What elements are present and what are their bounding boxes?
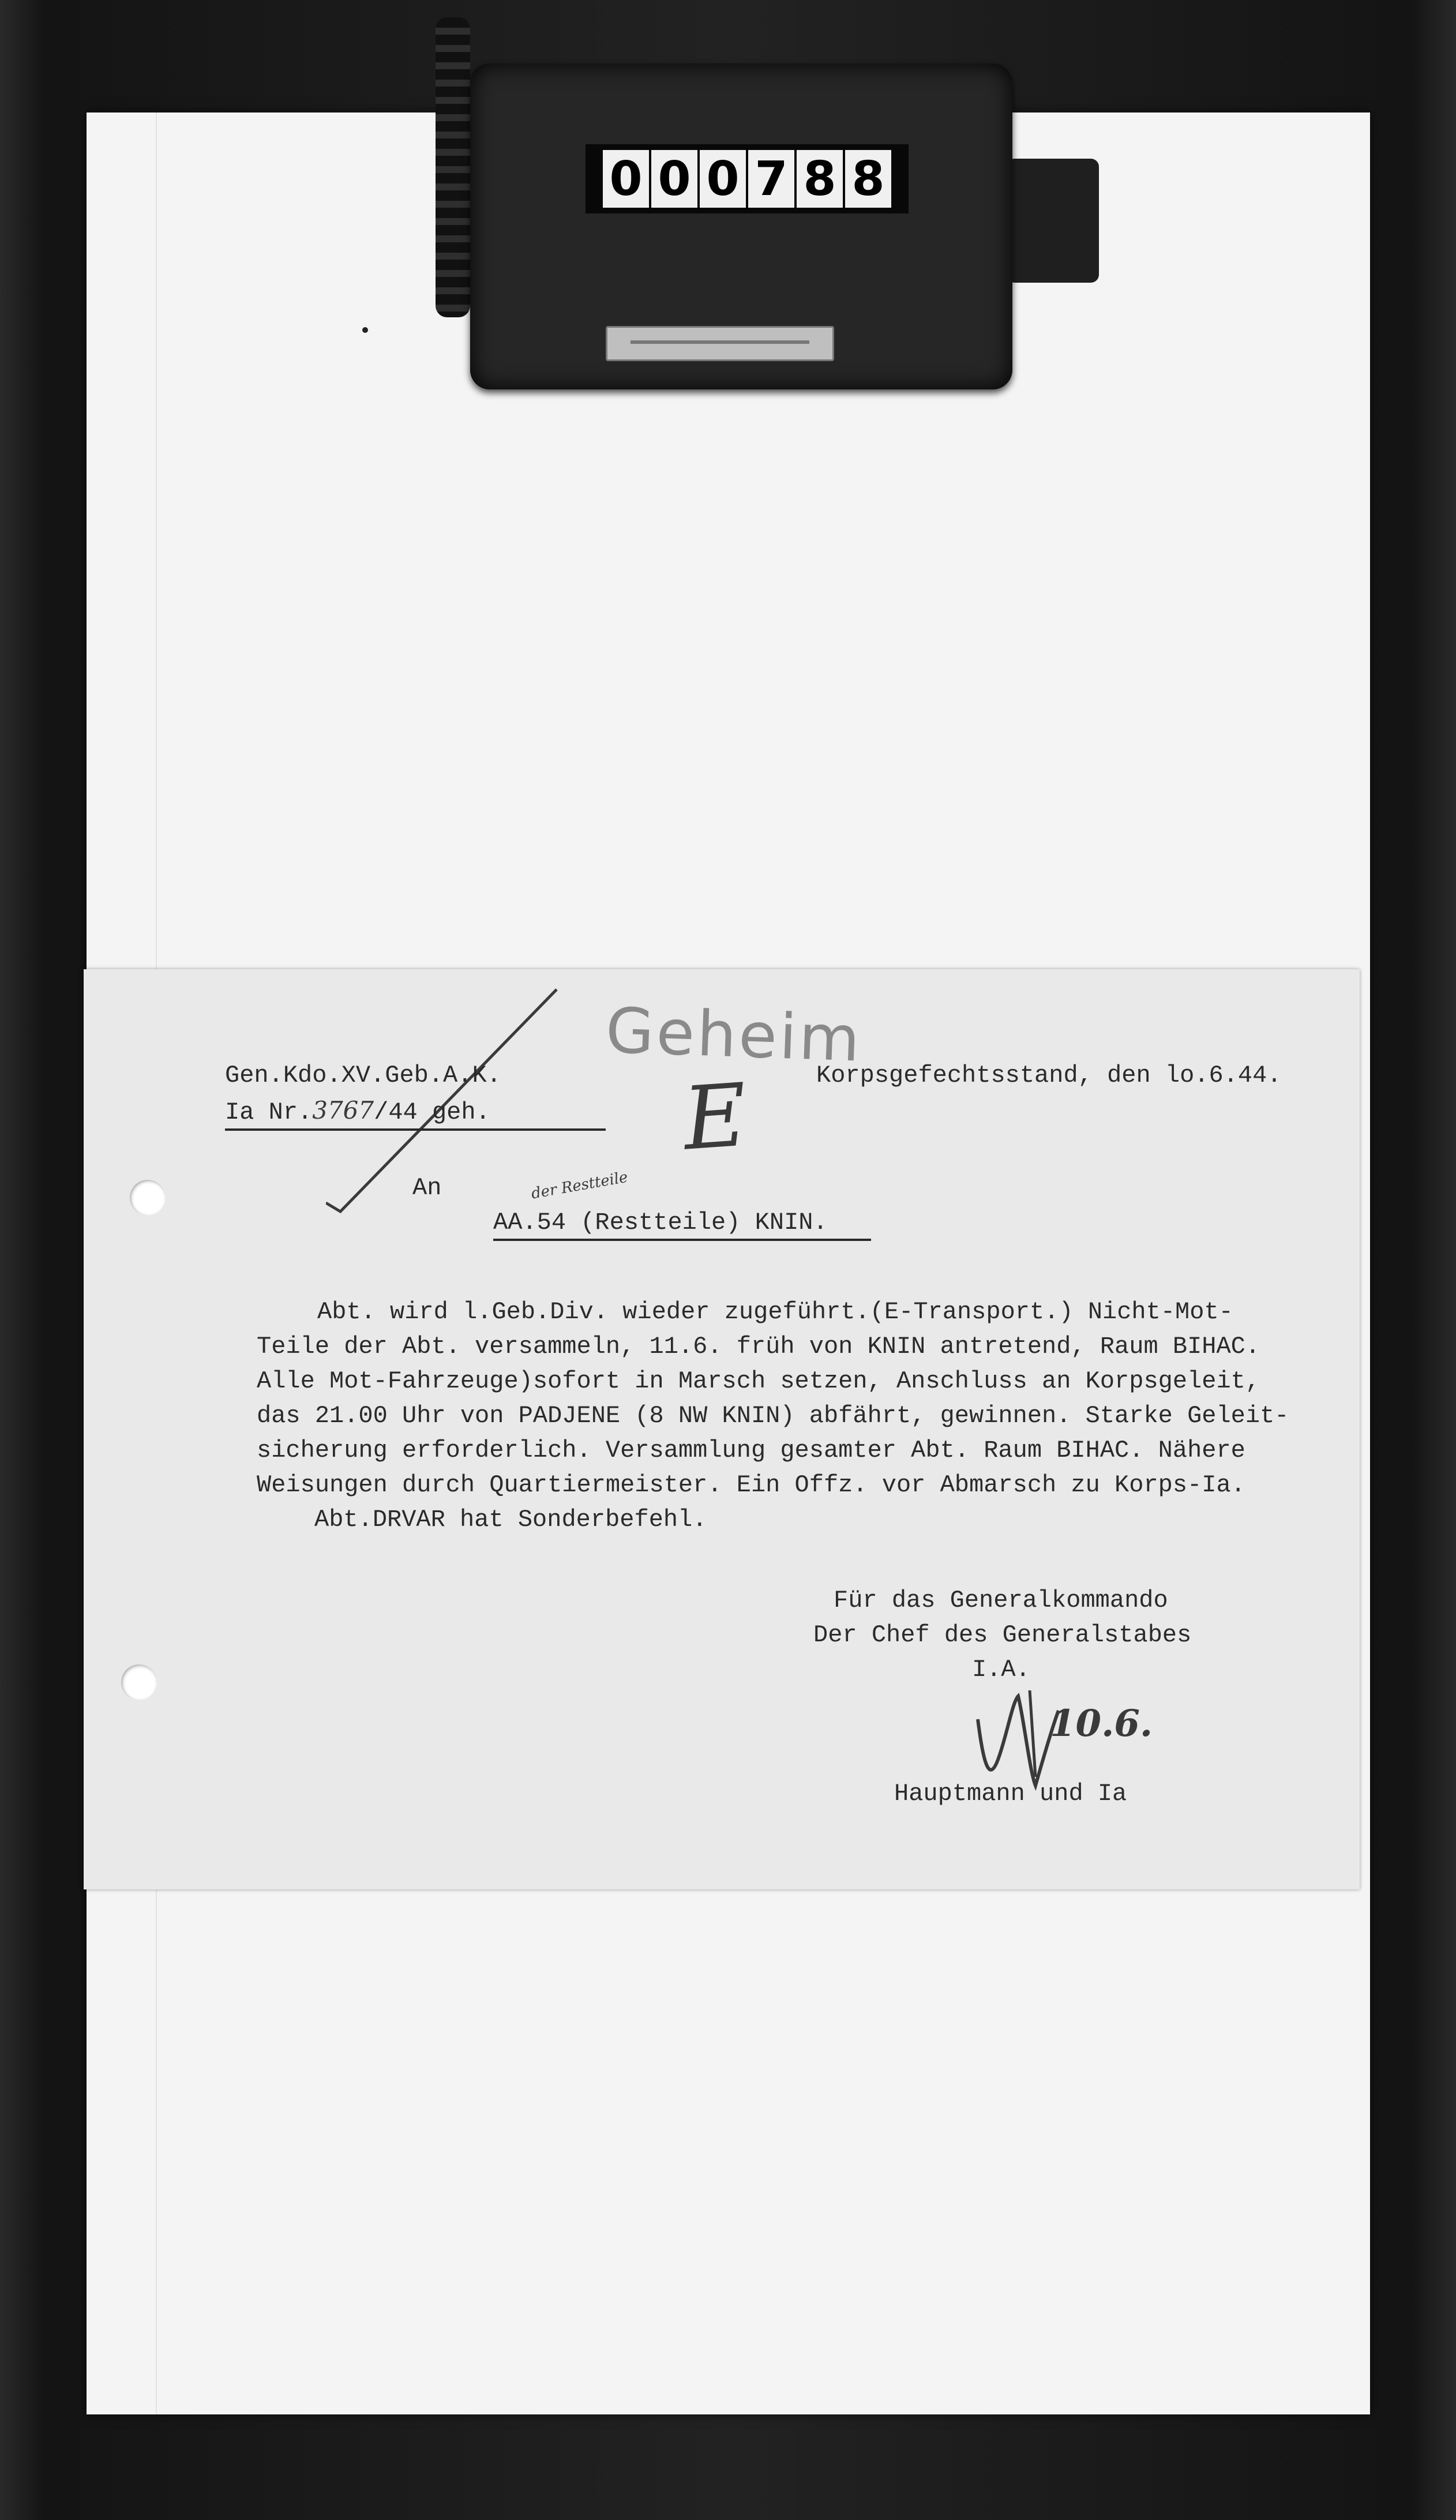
sender-line-2	[225, 1096, 606, 1131]
body-line: das 21.00 Uhr von PADJENE (8 NW KNIN) abfährt, gewinnen. Starke Geleit-	[257, 1402, 1289, 1430]
counter-digit: 8	[797, 150, 843, 208]
reference-number-handwritten: 3767	[312, 1096, 374, 1124]
dust-mark	[362, 327, 368, 333]
address-label: An	[412, 1174, 442, 1202]
counter-cable	[436, 17, 470, 317]
counter-digit: 0	[603, 150, 649, 208]
handwritten-insert: der Restteile	[530, 1168, 629, 1203]
sender-line-1: Gen.Kdo.XV.Geb.A.K.	[225, 1062, 501, 1089]
reference-suffix: /44 geh.	[374, 1098, 490, 1126]
closing-line-3: I.A.	[972, 1656, 1030, 1683]
body-line: Teile der Abt. versammeln, 11.6. früh von KNIN antretend, Raum BIHAC.	[257, 1333, 1260, 1360]
body-line: Abt. wird l.Geb.Div. wieder zugeführt.(E-Transport.) Nicht-Mot-	[317, 1298, 1233, 1326]
classification-stamp: Geheim	[604, 995, 864, 1076]
closing-line-2: Der Chef des Generalstabes	[813, 1621, 1192, 1649]
typed-order-document	[84, 969, 1360, 1889]
counter-digit: 7	[748, 150, 794, 208]
reference-prefix: Ia Nr.	[225, 1098, 313, 1126]
counter-digit: 0	[651, 150, 697, 208]
closing-line-1: Für das Generalkommando	[834, 1587, 1168, 1614]
counter-display	[586, 144, 909, 213]
counter-digit: 0	[700, 150, 746, 208]
frame-counter	[470, 63, 1012, 389]
handwritten-signature-date: 10.6.	[1050, 1702, 1153, 1745]
recipient: AA.54 (Restteile) KNIN.	[493, 1209, 871, 1241]
counter-label-plate	[606, 326, 834, 361]
body-line: Alle Mot-Fahrzeuge)sofort in Marsch setzen, Anschluss an Korpsgeleit,	[257, 1367, 1260, 1395]
body-line: sicherung erforderlich. Versammlung gesamter Abt. Raum BIHAC. Nähere	[257, 1437, 1245, 1464]
signatory-rank: Hauptmann und Ia	[894, 1780, 1127, 1807]
handwritten-letter-e: E	[680, 1065, 750, 1170]
place-date: Korpsgefechtsstand, den lo.6.44.	[816, 1062, 1282, 1089]
body-line: Abt.DRVAR hat Sonderbefehl.	[314, 1506, 707, 1533]
counter-digit: 8	[845, 150, 891, 208]
counter-knob	[1007, 159, 1099, 283]
punch-hole	[121, 1664, 157, 1700]
body-line: Weisungen durch Quartiermeister. Ein Offz. vor Abmarsch zu Korps-Ia.	[257, 1471, 1245, 1499]
punch-hole	[130, 1180, 166, 1216]
